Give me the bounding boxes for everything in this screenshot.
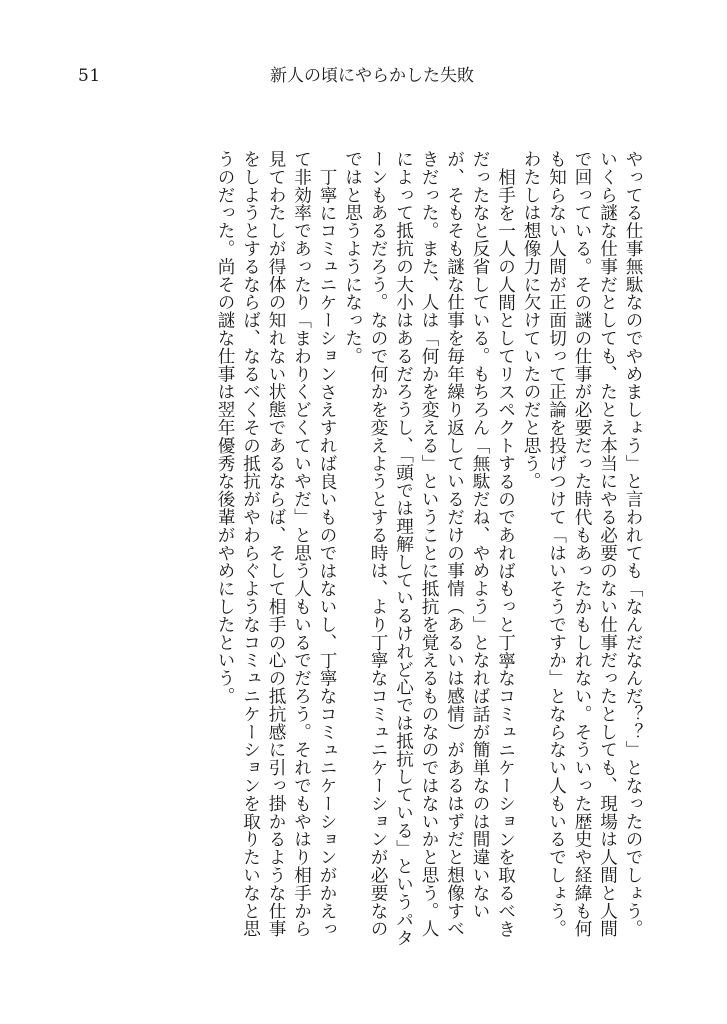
running-head: 新人の頃にやらかした失敗 bbox=[270, 66, 474, 86]
paragraph-2: 相手を一人の人間としてリスペクトするのであればもっと丁寧なコミュニケーションを取るべきだったなと反省している。もちろん「無駄だね、やめよう」となれば話が簡単なのは間違いないが、そもそも謎な仕事を毎年繰り返しているだけの事情（あるいは感情）があるはずだと想像すべきだった。また、人は「何かを変える」ということに抵抗を覚えるものなのではないかと思う。人によって抵抗の大小はあるだろうし、「頭では理解しているけれど心では抵抗している」というパターンもあるだろう。なので何かを変えようとする時は、より丁寧なコミュニケーションが必要なのではと思うようになった。 bbox=[342, 150, 516, 947]
paragraph-1: やってる仕事無駄なのでやめましょう」と言われても「なんだなんだ？？」となったのでしょう。いくら謎な仕事だとしても、たとえ本当にやる必要のない仕事だったとしても、現場は人間と人間で回っている。その謎の仕事が必要だった時代もあったかもしれない。そういった歴史や経緯も何も知らない人間が正面切って正論を投げつけて「はいそうですか」とならない人もいるでしょう。わたしは想像力に欠けていたのだと思う。 bbox=[521, 150, 643, 938]
paragraph-3: 丁寧にコミュニケーションさえすれば良いものではないし、丁寧なコミュニケーションがかえって非効率であったり「まわりくどくていやだ」と思う人もいるでだろう。それでもやはり相手から見てわたしが得体の知れない状態であるならば、そして相手の心の抵抗感に引っ掛かるような仕事をしようとするならば、なるべくその抵抗がやわらぐようなコミュニケーションを取りたいなと思うのだった。尚その謎な仕事は翌年優秀な後輩がやめにしたという。 bbox=[215, 150, 337, 938]
page-number: 51 bbox=[78, 66, 101, 86]
body-text bbox=[178, 150, 645, 955]
